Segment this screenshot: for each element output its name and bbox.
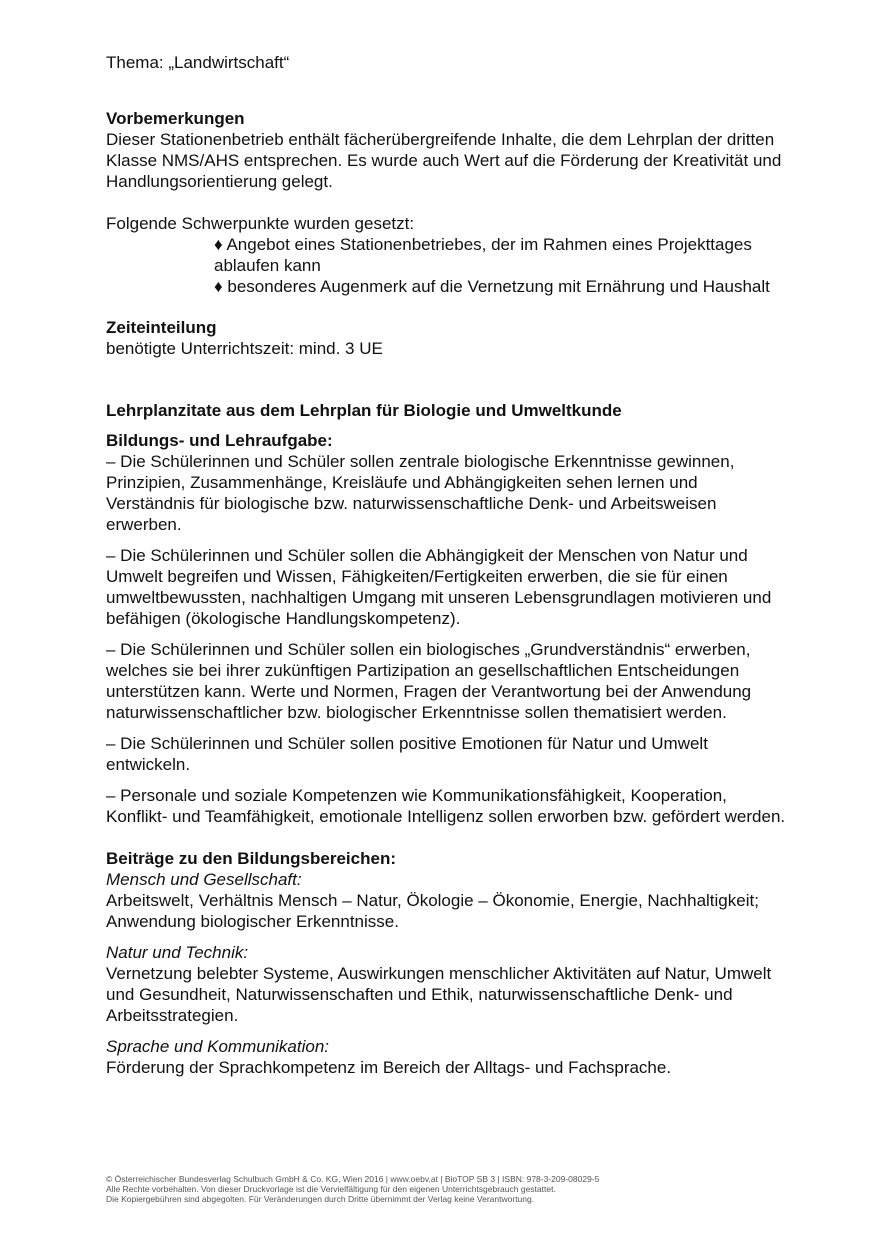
focus-intro: Folgende Schwerpunkte wurden gesetzt:: [106, 214, 415, 233]
focus-list: [214, 234, 786, 297]
lehrplan-paragraph: – Die Schülerinnen und Schüler sollen ein biologisches „Grundverständnis“ erwerben, welches sie bei ihrer zukünftigen Partizipation an gesellschaftlichen Entscheidungen unterstützen kann. Werte und Normen, Fragen der Verantwortung bei der Anwendung naturwissenschaftlicher bzw. biologischer Erkenntnisse sollen thematisiert werden.: [106, 640, 752, 722]
focus-bullet: ♦ besonderes Augenmerk auf die Vernetzung mit Ernährung und Haushalt: [214, 277, 770, 296]
lehrplan-heading: Lehrplanzitate aus dem Lehrplan für Biologie und Umweltkunde: [106, 401, 622, 420]
vorbemerkungen-heading: Vorbemerkungen: [106, 109, 245, 128]
copyright-footer: [106, 1174, 806, 1204]
lehrplan-paragraph: – Die Schülerinnen und Schüler sollen die Abhängigkeit der Menschen von Natur und Umwelt begreifen und Wissen, Fähigkeiten/Fertigkeiten erwerben, die sie für einen umweltbewussten, nachhaltigen Umgang mit unseren Lebensgrundlagen motivieren und befähigen (ökologische Handlungskompetenz).: [106, 546, 772, 628]
zeiteinteilung-heading: Zeiteinteilung: [106, 318, 217, 337]
area-title: Mensch und Gesellschaft:: [106, 870, 302, 889]
focus-bullet: ♦ Angebot eines Stationenbetriebes, der im Rahmen eines Projekttages ablaufen kann: [214, 235, 752, 275]
area-title: Sprache und Kommunikation:: [106, 1037, 330, 1056]
footer-line: © Österreichischer Bundesverlag Schulbuch GmbH & Co. KG, Wien 2016 | www.oebv.at | BioTOP SB 3 | ISBN: 978-3-209-08029-5: [106, 1174, 600, 1184]
beitraege-heading: Beiträge zu den Bildungsbereichen:: [106, 849, 396, 868]
area-text: Förderung der Sprachkompetenz im Bereich der Alltags- und Fachsprache.: [106, 1058, 672, 1077]
vorbemerkungen-text: Dieser Stationenbetrieb enthält fächerübergreifende Inhalte, die dem Lehrplan der dritten Klasse NMS/AHS entsprechen. Es wurde auch Wert auf die Förderung der Kreativität und Handlungsorientierung gelegt.: [106, 130, 782, 191]
zeiteinteilung-text: benötigte Unterrichtszeit: mind. 3 UE: [106, 339, 383, 358]
footer-line: Alle Rechte vorbehalten. Von dieser Druckvorlage ist die Vervielfältigung für den eigenen Unterrichtsgebrauch gestattet.: [106, 1184, 556, 1194]
lehrplan-paragraph: – Die Schülerinnen und Schüler sollen zentrale biologische Erkenntnisse gewinnen, Prinzipien, Zusammenhänge, Kreisläufe und Abhängigkeiten sehen lernen und Verständnis für biologische bzw. naturwissenschaftliche Denk- und Arbeitsweisen erwerben.: [106, 452, 735, 534]
lehrplan-paragraph: – Personale und soziale Kompetenzen wie Kommunikationsfähigkeit, Kooperation, Konflikt- und Teamfähigkeit, emotionale Intelligenz sollen erworben bzw. gefördert werden.: [106, 786, 786, 826]
area-text: Arbeitswelt, Verhältnis Mensch – Natur, Ökologie – Ökonomie, Energie, Nachhaltigkeit; Anwendung biologischer Erkenntnisse.: [106, 891, 759, 931]
lehraufgabe-heading: Bildungs- und Lehraufgabe:: [106, 431, 333, 450]
topic-line: Thema: „Landwirtschaft“: [106, 53, 290, 72]
document-page: [106, 52, 786, 1078]
lehrplan-paragraph: – Die Schülerinnen und Schüler sollen positive Emotionen für Natur und Umwelt entwickeln.: [106, 734, 708, 774]
area-text: Vernetzung belebter Systeme, Auswirkungen menschlicher Aktivitäten auf Natur, Umwelt und Gesundheit, Naturwissenschaften und Ethik, naturwissenschaftliche Denk- und Arbeitsstrategien.: [106, 964, 772, 1025]
area-title: Natur und Technik:: [106, 943, 249, 962]
footer-line: Die Kopiergebühren sind abgegolten. Für Veränderungen durch Dritte übernimmt der Verlag keine Verantwortung.: [106, 1194, 535, 1204]
